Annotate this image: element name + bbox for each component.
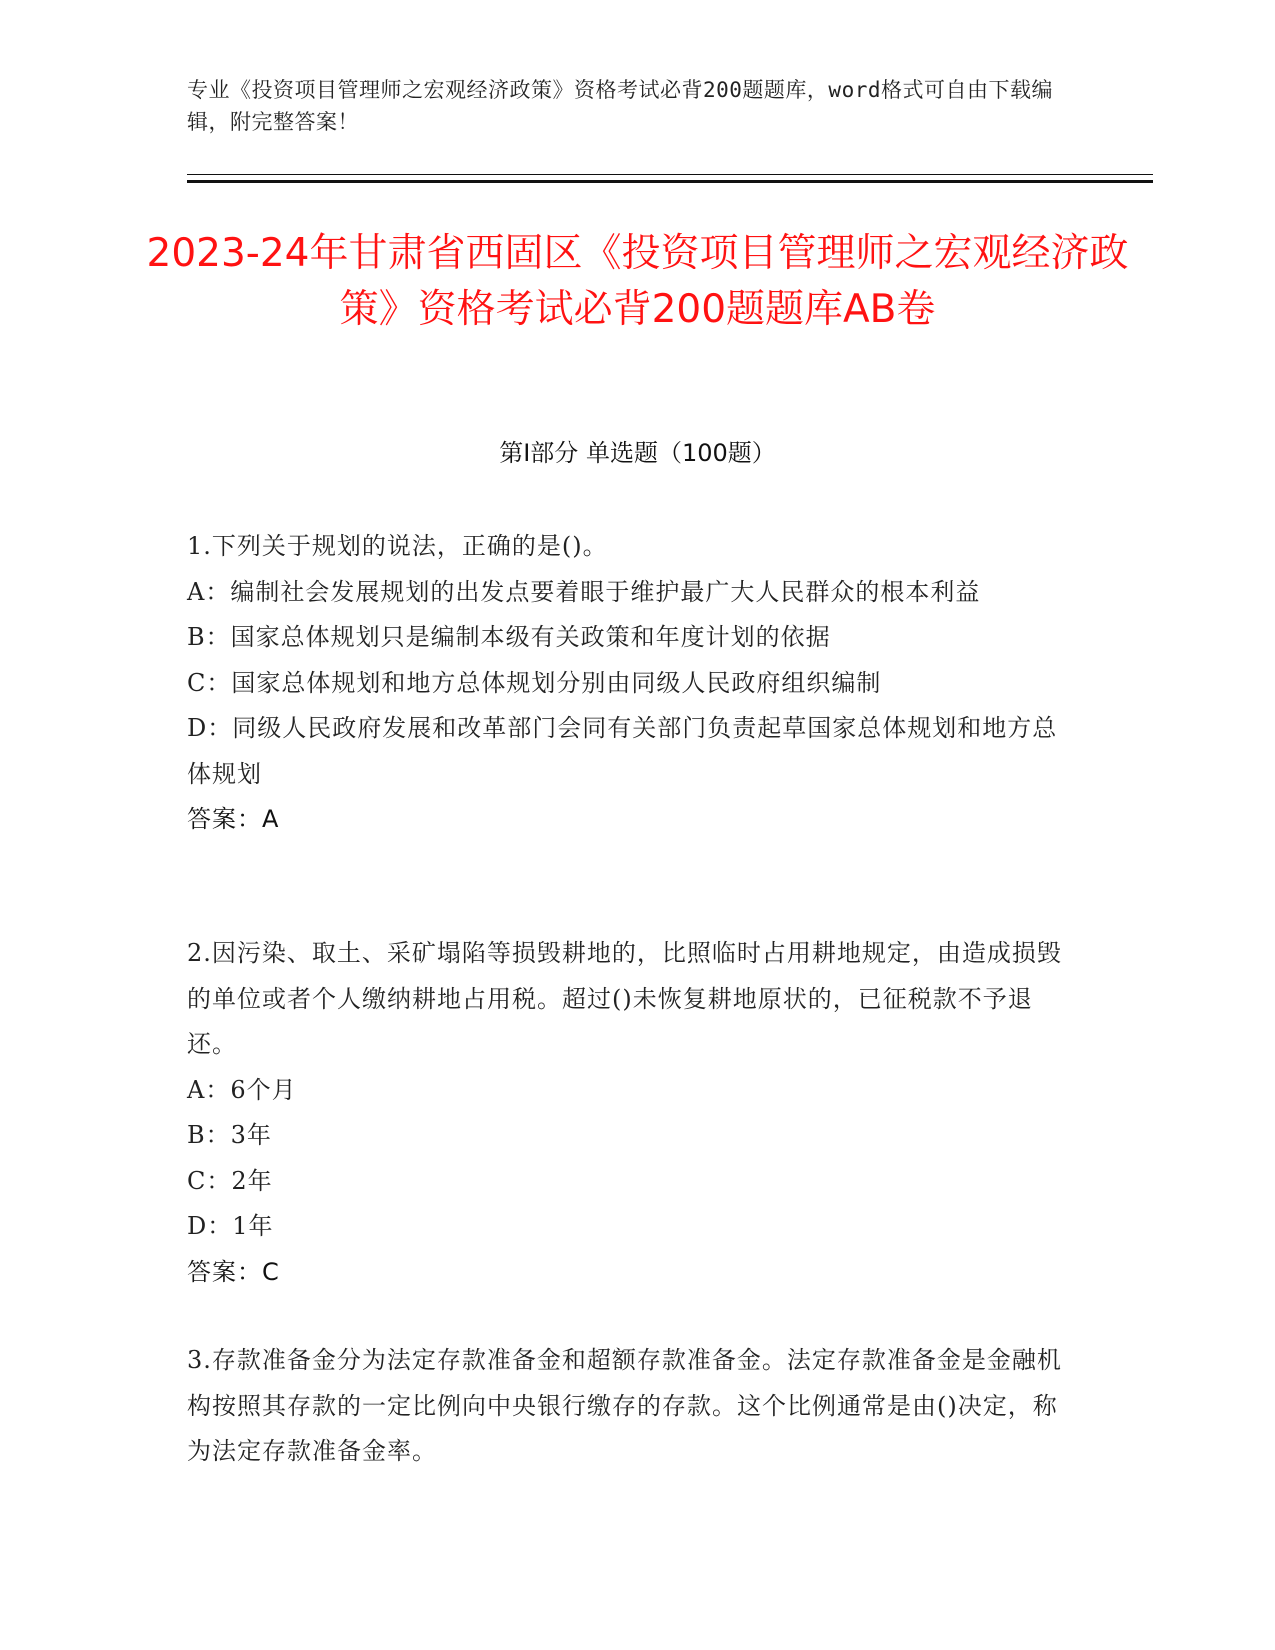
document-title: 2023-24年甘肃省西固区《投资项目管理师之宏观经济政策》资格考试必背200题题库AB卷 [146,231,1129,332]
question-stem: 3.存款准备金分为法定存款准备金和超额存款准备金。法定存款准备金是金融机构按照其存款的一定比例向中央银行缴存的存款。这个比例通常是由()决定，称为法定存款准备金率。 [187,1346,1062,1465]
question-stem: 1.下列关于规划的说法，正确的是()。 [187,532,608,560]
question-2 [187,931,1067,1295]
question-1 [187,524,1067,843]
section-heading: 第I部分 单选题（100题） [499,439,776,467]
option-d: D：1年 [187,1212,274,1240]
question-stem: 2.因污染、取土、采矿塌陷等损毁耕地的，比照临时占用耕地规定，由造成损毁的单位或者个人缴纳耕地占用税。超过()未恢复耕地原状的，已征税款不予退还。 [187,939,1062,1058]
header-divider-thick [187,180,1153,183]
header-divider-thin [187,174,1153,175]
header-note: 专业《投资项目管理师之宏观经济政策》资格考试必背200题题库，word格式可自由下载编辑，附完整答案！ [187,78,1053,134]
option-c: C：国家总体规划和地方总体规划分别由同级人民政府组织编制 [187,668,882,697]
option-a: A：编制社会发展规划的出发点要着眼于维护最广大人民群众的根本利益 [187,577,981,606]
answer: 答案：C [187,1257,280,1286]
answer: 答案：A [187,805,280,833]
option-d: D：同级人民政府发展和改革部门会同有关部门负责起草国家总体规划和地方总体规划 [187,714,1058,788]
option-b: B：国家总体规划只是编制本级有关政策和年度计划的依据 [187,623,831,651]
question-3 [187,1338,1067,1475]
option-c: C：2年 [187,1166,273,1195]
option-a: A：6个月 [187,1075,297,1104]
option-b: B：3年 [187,1121,272,1149]
